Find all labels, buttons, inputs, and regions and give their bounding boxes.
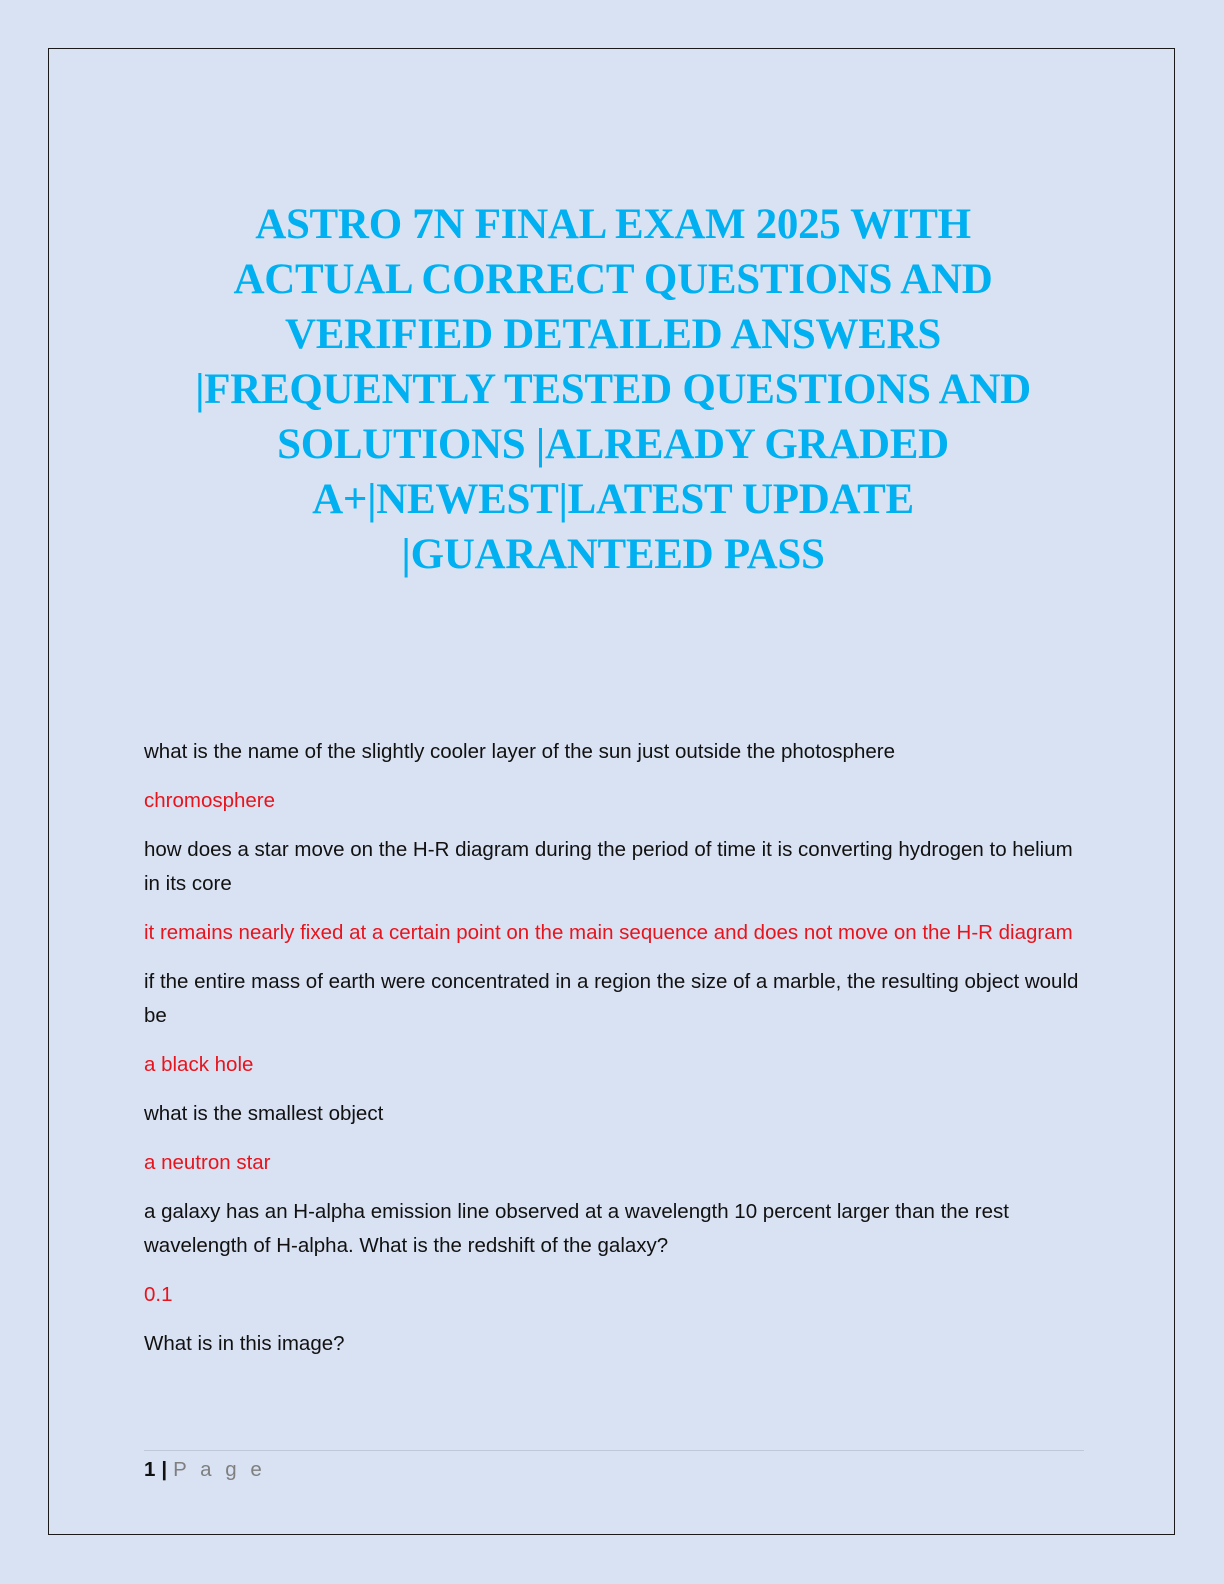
page-label: P a g e (173, 1458, 266, 1481)
question-text: what is the name of the slightly cooler layer of the sun just outside the photosphere (144, 740, 895, 763)
title-line: ACTUAL CORRECT QUESTIONS AND (233, 256, 993, 303)
page-number: 1 (144, 1458, 156, 1481)
title-line: A+|NEWEST|LATEST UPDATE (312, 476, 914, 523)
title-line: |FREQUENTLY TESTED QUESTIONS AND (195, 366, 1031, 413)
document-title (120, 197, 1106, 582)
question-text: how does a star move on the H-R diagram during the period of time it is converting hydrogen to helium in its core (144, 838, 1073, 895)
answer-text: chromosphere (144, 789, 276, 812)
title-line: |GUARANTEED PASS (401, 531, 825, 578)
question-text: What is in this image? (144, 1332, 345, 1355)
answer-text: 0.1 (144, 1283, 173, 1306)
footer-divider (144, 1450, 1084, 1451)
answer-text: it remains nearly fixed at a certain point on the main sequence and does not move on the H-R diagram (144, 921, 1073, 944)
title-line: ASTRO 7N FINAL EXAM 2025 WITH (255, 201, 971, 248)
answer-text: a black hole (144, 1053, 254, 1076)
question-answer-list (144, 735, 1084, 1376)
question-text: what is the smallest object (144, 1102, 384, 1125)
answer-text: a neutron star (144, 1151, 271, 1174)
title-line: VERIFIED DETAILED ANSWERS (285, 311, 941, 358)
question-text: a galaxy has an H-alpha emission line observed at a wavelength 10 percent larger than the rest wavelength of H-alpha. What is the redshift of the galaxy? (144, 1200, 1009, 1257)
title-line: SOLUTIONS |ALREADY GRADED (277, 421, 949, 468)
question-text: if the entire mass of earth were concentrated in a region the size of a marble, the resulting object would be (144, 970, 1079, 1027)
page-footer (144, 1455, 266, 1485)
footer-separator: | (161, 1458, 168, 1481)
